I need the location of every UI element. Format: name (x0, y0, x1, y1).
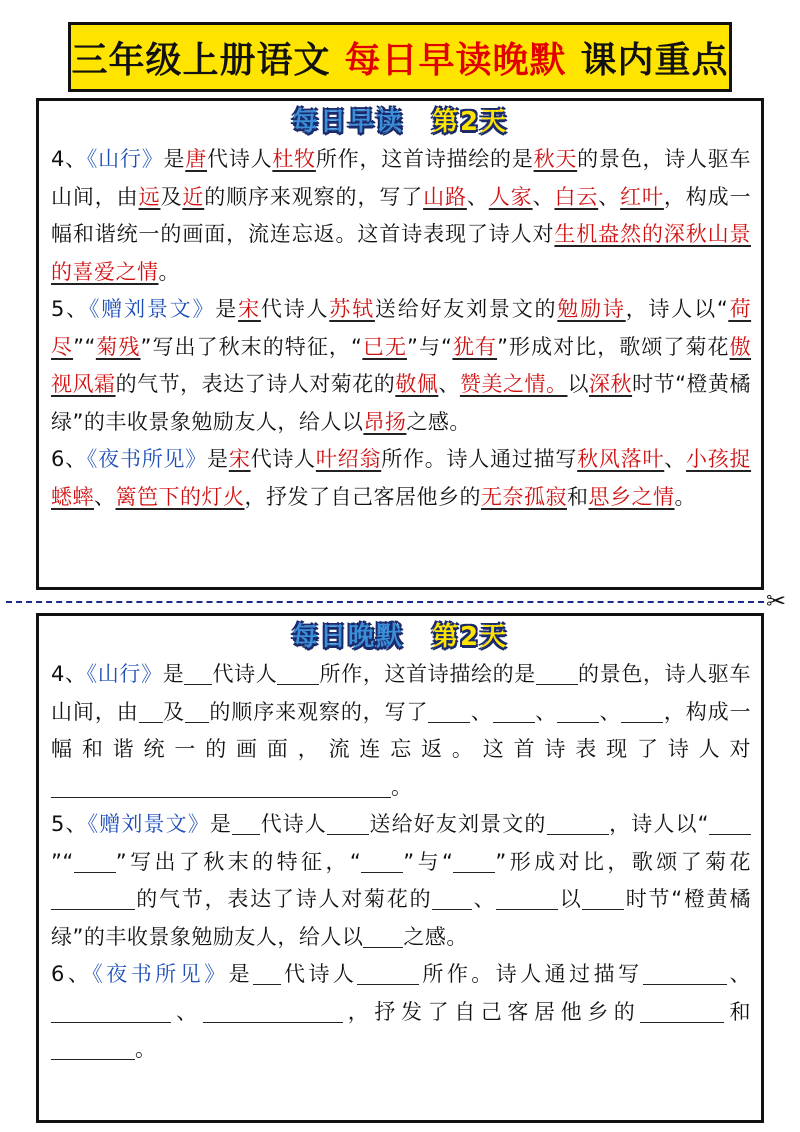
blank-field[interactable] (557, 700, 599, 723)
answer: 犹有 (452, 334, 498, 359)
blank-field[interactable] (432, 887, 472, 910)
morning-heading-day: 第2天 (431, 107, 509, 137)
answer: 深秋 (589, 372, 633, 396)
text: “ (697, 812, 710, 836)
answer: 秋风落叶 (577, 447, 665, 471)
cut-line (6, 601, 764, 603)
text: 、 (532, 184, 555, 209)
text: 的顺序来观察的，写了 (208, 699, 429, 724)
answer: 杜牧 (272, 147, 316, 171)
text: 代诗人 (281, 962, 358, 986)
morning-item-5 (39, 291, 761, 441)
text: 与 (418, 334, 442, 359)
text: ，抒发了自己客居他乡的 (342, 999, 641, 1024)
evening-item-5 (39, 806, 761, 956)
text: 时节“橙黄橘绿”的丰收景象勉励友人，给人以 (51, 372, 752, 434)
text: 所作，这首诗描绘的是 (315, 147, 534, 171)
blank-field[interactable] (357, 962, 419, 985)
item-number: 4、 (51, 662, 87, 686)
answer: 远 (138, 184, 161, 209)
evening-dictation-section (36, 613, 764, 1123)
morning-heading-word: 每日早读 (291, 107, 404, 137)
answer: 秋天 (533, 147, 578, 171)
text: 、 (171, 999, 203, 1024)
text: 是 (207, 447, 229, 471)
blank-field[interactable] (536, 662, 578, 685)
answer: 红叶 (620, 184, 664, 209)
answer: 思乡之情 (588, 484, 675, 509)
text: 所作。诗人通过描写 (419, 962, 643, 986)
blank-field[interactable] (51, 1000, 171, 1023)
text: 、 (466, 184, 489, 209)
text: ” (407, 334, 419, 359)
blank-field[interactable] (51, 1037, 135, 1060)
title-left: 三年级上册语文 (71, 38, 331, 81)
evening-item-6 (39, 956, 761, 1069)
item-number: 4、 (51, 147, 87, 171)
text: “ (442, 849, 454, 874)
text: “ (350, 334, 363, 359)
text: 代诗人 (212, 662, 278, 686)
evening-heading (39, 618, 761, 656)
text: 及 (160, 184, 183, 209)
answer: 傲视风霜 (51, 334, 752, 396)
text: 是 (162, 662, 185, 686)
item-number: 5、 (51, 297, 89, 321)
text: 的气节，表达了诗人对菊花的 (115, 372, 396, 396)
evening-heading-word: 每日晚默 (291, 622, 404, 652)
answer: 荷尽 (51, 297, 752, 359)
answer: 山路 (423, 184, 467, 209)
blank-field[interactable] (621, 700, 663, 723)
blank-field[interactable] (640, 1000, 724, 1023)
blank-field[interactable] (643, 962, 727, 985)
text: 以 (558, 887, 583, 911)
poem-title: 《赠刘景文》 (87, 812, 210, 836)
page-title (68, 22, 732, 92)
blank-field[interactable] (232, 812, 260, 835)
text: 是 (209, 812, 232, 836)
text: 所作，这首诗描绘的是 (319, 662, 536, 686)
text: ，抒发了自己客居他乡的 (244, 484, 481, 509)
blank-field[interactable] (51, 887, 135, 910)
evening-item-4 (39, 656, 761, 806)
text: 的景色，诗人驱车山间，由 (51, 147, 752, 209)
text: 的景色，诗人驱车山间，由 (51, 662, 752, 724)
poem-title: 《夜书所见》 (92, 962, 229, 986)
text: 和 (567, 484, 589, 509)
text: 代诗人 (207, 147, 273, 171)
blank-field[interactable] (582, 887, 624, 910)
item-number: 6、 (51, 447, 87, 471)
text: “ (84, 334, 96, 359)
text: 之感。 (403, 924, 468, 949)
text: ” (495, 849, 507, 874)
morning-item-4 (39, 141, 761, 291)
blank-field[interactable] (547, 812, 609, 835)
evening-heading-day: 第2天 (431, 622, 509, 652)
text: 写出了秋末的特征， (151, 334, 351, 359)
text: 、 (94, 484, 116, 509)
blank-field[interactable] (361, 850, 403, 873)
answer: 宋 (238, 297, 261, 321)
text: 是 (228, 962, 254, 986)
blank-field[interactable] (709, 812, 751, 835)
text: 及 (162, 699, 185, 724)
morning-reading-section (36, 98, 764, 590)
text: 代诗人 (259, 812, 327, 836)
morning-item-6 (39, 441, 761, 516)
text: ，诗人以 (625, 297, 717, 321)
morning-heading (39, 103, 761, 141)
text: 写出了秋末的特征， (127, 849, 350, 874)
blank-field[interactable] (184, 662, 212, 685)
answer: 无奈孤寂 (481, 484, 567, 509)
blank-field[interactable] (363, 925, 403, 948)
answer: 白云 (554, 184, 599, 209)
text: ” (73, 334, 85, 359)
text: 、 (598, 184, 621, 209)
text: ” (115, 849, 128, 874)
text: 、 (726, 962, 752, 986)
poem-title: 《赠刘景文》 (88, 297, 216, 321)
answer: 敬佩 (395, 372, 439, 396)
scissors-icon: ✂ (766, 587, 787, 615)
answer: 唐 (185, 147, 208, 171)
answer: 人家 (488, 184, 533, 209)
blank-field[interactable] (453, 850, 495, 873)
answer: 勉励诗 (557, 297, 626, 321)
answer: 篱笆下的灯火 (115, 484, 245, 509)
poem-title: 《夜书所见》 (86, 447, 208, 471)
answer: 小孩捉蟋蟀 (51, 447, 752, 509)
text: 、 (472, 887, 497, 911)
blank-field[interactable] (496, 887, 558, 910)
answer: 宋 (228, 447, 251, 471)
text: 是 (163, 147, 186, 171)
text: 代诗人 (260, 297, 330, 321)
title-right: 课内重点 (580, 38, 729, 81)
text: 与 (414, 849, 443, 874)
text: 。 (674, 484, 696, 509)
text: ” (140, 334, 152, 359)
item-number: 6、 (51, 962, 93, 986)
text: 之感。 (406, 409, 471, 434)
poem-title: 《山行》 (86, 662, 163, 686)
text: 。 (135, 1037, 157, 1061)
text: “ (441, 334, 453, 359)
text: 代诗人 (250, 447, 316, 471)
blank-field[interactable] (327, 812, 369, 835)
blank-field[interactable] (139, 700, 163, 723)
answer: 叶绍翁 (315, 447, 382, 471)
text: 送给好友刘景文的 (374, 297, 558, 321)
answer: 苏轼 (329, 297, 375, 321)
blank-field[interactable] (74, 850, 116, 873)
blank-field[interactable] (185, 700, 209, 723)
blank-field[interactable] (253, 962, 281, 985)
title-middle: 每日早读晚默 (344, 38, 567, 81)
text: 所作。诗人通过描写 (381, 447, 578, 471)
text: ” (51, 849, 63, 874)
text: 形成对比，歌颂了菊花 (506, 849, 752, 874)
answer: 生机盎然的深秋山景的喜爱之情 (51, 222, 752, 284)
text: 、 (438, 372, 460, 396)
answer: 已无 (362, 334, 408, 359)
text: ，构成一幅和谐统一的画面，流连忘返。这首诗表现了诗人对 (51, 699, 752, 761)
text: 。 (391, 774, 413, 799)
text: 、 (599, 699, 622, 724)
answer: 赞美之情。 (459, 372, 568, 396)
text: 形成对比，歌颂了菊花 (508, 334, 730, 359)
text: 是 (215, 297, 239, 321)
text: 、 (664, 447, 687, 471)
answer: 菊残 (95, 334, 141, 359)
answer: 昂扬 (363, 409, 407, 434)
text: 、 (534, 699, 558, 724)
blank-field[interactable] (493, 700, 535, 723)
text: ” (403, 849, 415, 874)
text: ，诗人以 (608, 812, 698, 836)
item-number: 5、 (51, 812, 88, 836)
blank-field[interactable] (428, 700, 470, 723)
text: 的顺序来观察的，写了 (204, 184, 424, 209)
blank-field[interactable] (203, 1000, 343, 1023)
blank-field[interactable] (51, 775, 391, 798)
text: 时节“橙黄橘绿”的丰收景象勉励友人，给人以 (51, 887, 752, 949)
text: ，构成一幅和谐统一的画面，流连忘返。这首诗表现了诗人对 (51, 184, 752, 246)
text: “ (62, 849, 74, 874)
text: “ (716, 297, 729, 321)
blank-field[interactable] (277, 662, 319, 685)
text: ” (497, 334, 509, 359)
text: 送给好友刘景文的 (368, 812, 547, 836)
text: 、 (470, 699, 493, 724)
text: “ (349, 849, 362, 874)
poem-title: 《山行》 (86, 147, 164, 171)
answer: 近 (182, 184, 205, 209)
text: 。 (158, 259, 180, 284)
text: 的气节，表达了诗人对菊花的 (135, 887, 433, 911)
text: 以 (567, 372, 590, 396)
text: 和 (724, 999, 752, 1024)
